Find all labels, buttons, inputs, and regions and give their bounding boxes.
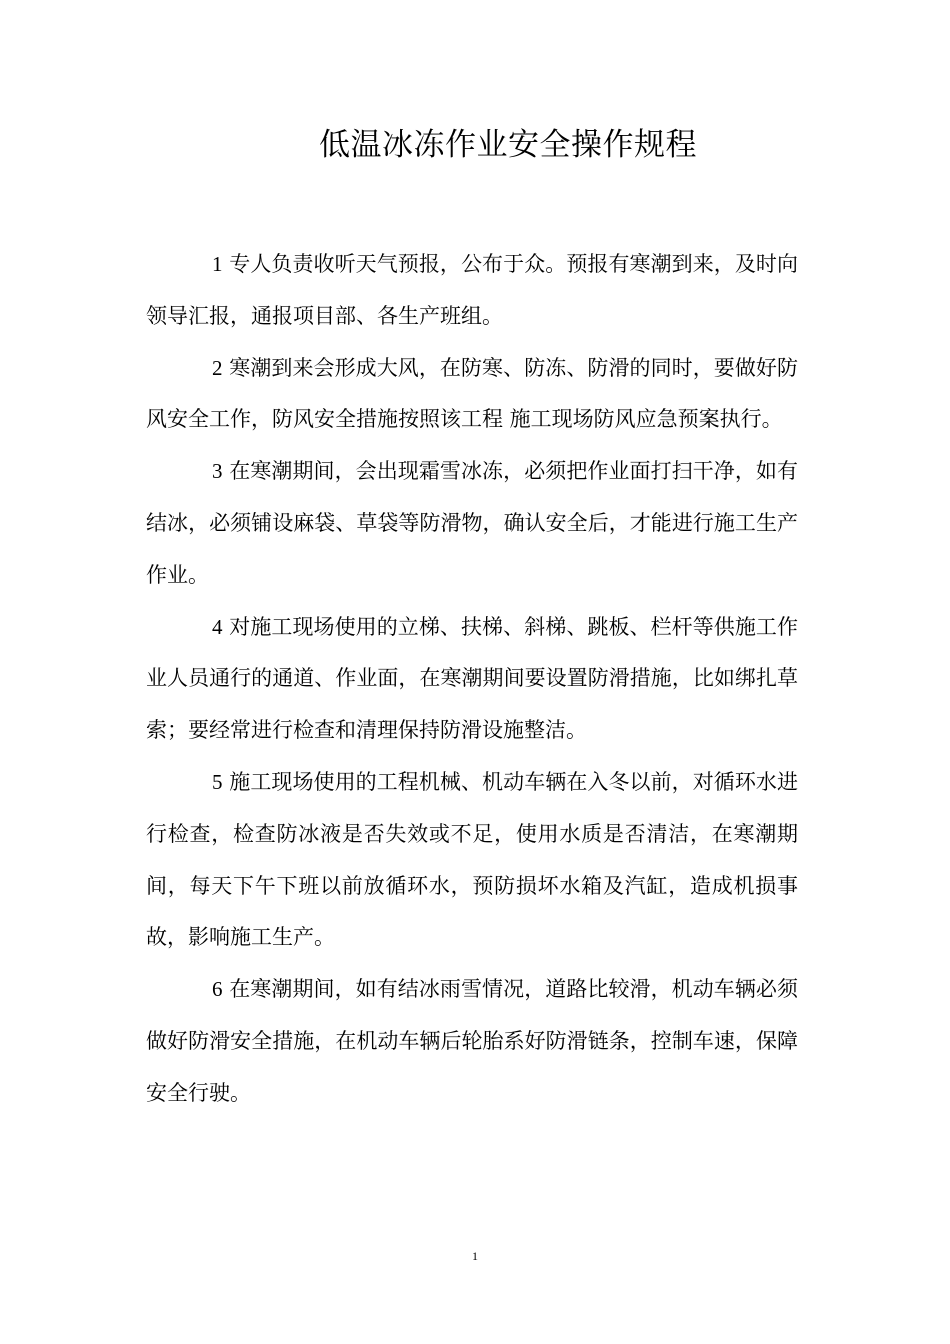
- document-title: 低温冰冻作业安全操作规程: [319, 127, 697, 163]
- paragraph-number: 5: [212, 769, 223, 794]
- paragraph-number: 3: [212, 459, 223, 484]
- page-number: 1: [472, 1249, 478, 1263]
- document-body: [146, 239, 798, 1120]
- paragraph-number: 6: [212, 977, 223, 1002]
- paragraph-4: [146, 602, 798, 757]
- paragraph-number: 1: [212, 252, 223, 276]
- paragraph-text: 施工现场使用的工程机械、机动车辆在入冬以前，对循环水进行检查，检查防冰液是否失效或不足，使用水质是否清洁，在寒潮期间，每天下午下班以前放循环水，预防损坏水箱及汽缸，造成机损事故，影响施工生产。: [146, 769, 798, 950]
- paragraph-2: [146, 343, 798, 447]
- paragraph-number: 2: [212, 355, 223, 380]
- paragraph-text: 寒潮到来会形成大风，在防寒、防冻、防滑的同时，要做好防风安全工作，防风安全措施按照该工程 施工现场防风应急预案执行。: [146, 355, 798, 432]
- paragraph-5: [146, 757, 798, 964]
- paragraph-1: [146, 239, 798, 343]
- paragraph-text: 对施工现场使用的立梯、扶梯、斜梯、跳板、栏杆等供施工作业人员通行的通道、作业面，在寒潮期间要设置防滑措施，比如绑扎草索；要经常进行检查和清理保持防滑设施整洁。: [146, 614, 798, 743]
- paragraph-number: 4: [212, 614, 223, 639]
- paragraph-text: 在寒潮期间，会出现霜雪冰冻，必须把作业面打扫干净，如有结冰，必须铺设麻袋、草袋等防滑物，确认安全后，才能进行施工生产作业。: [146, 459, 798, 587]
- paragraph-text: 在寒潮期间，如有结冰雨雪情况，道路比较滑，机动车辆必须做好防滑安全措施，在机动车辆后轮胎系好防滑链条，控制车速，保障安全行驶。: [146, 977, 798, 1105]
- paragraph-6: [146, 964, 798, 1119]
- paragraph-3: [146, 446, 798, 601]
- paragraph-text: 专人负责收听天气预报，公布于众。预报有寒潮到来，及时向领导汇报，通报项目部、各生产班组。: [146, 252, 798, 328]
